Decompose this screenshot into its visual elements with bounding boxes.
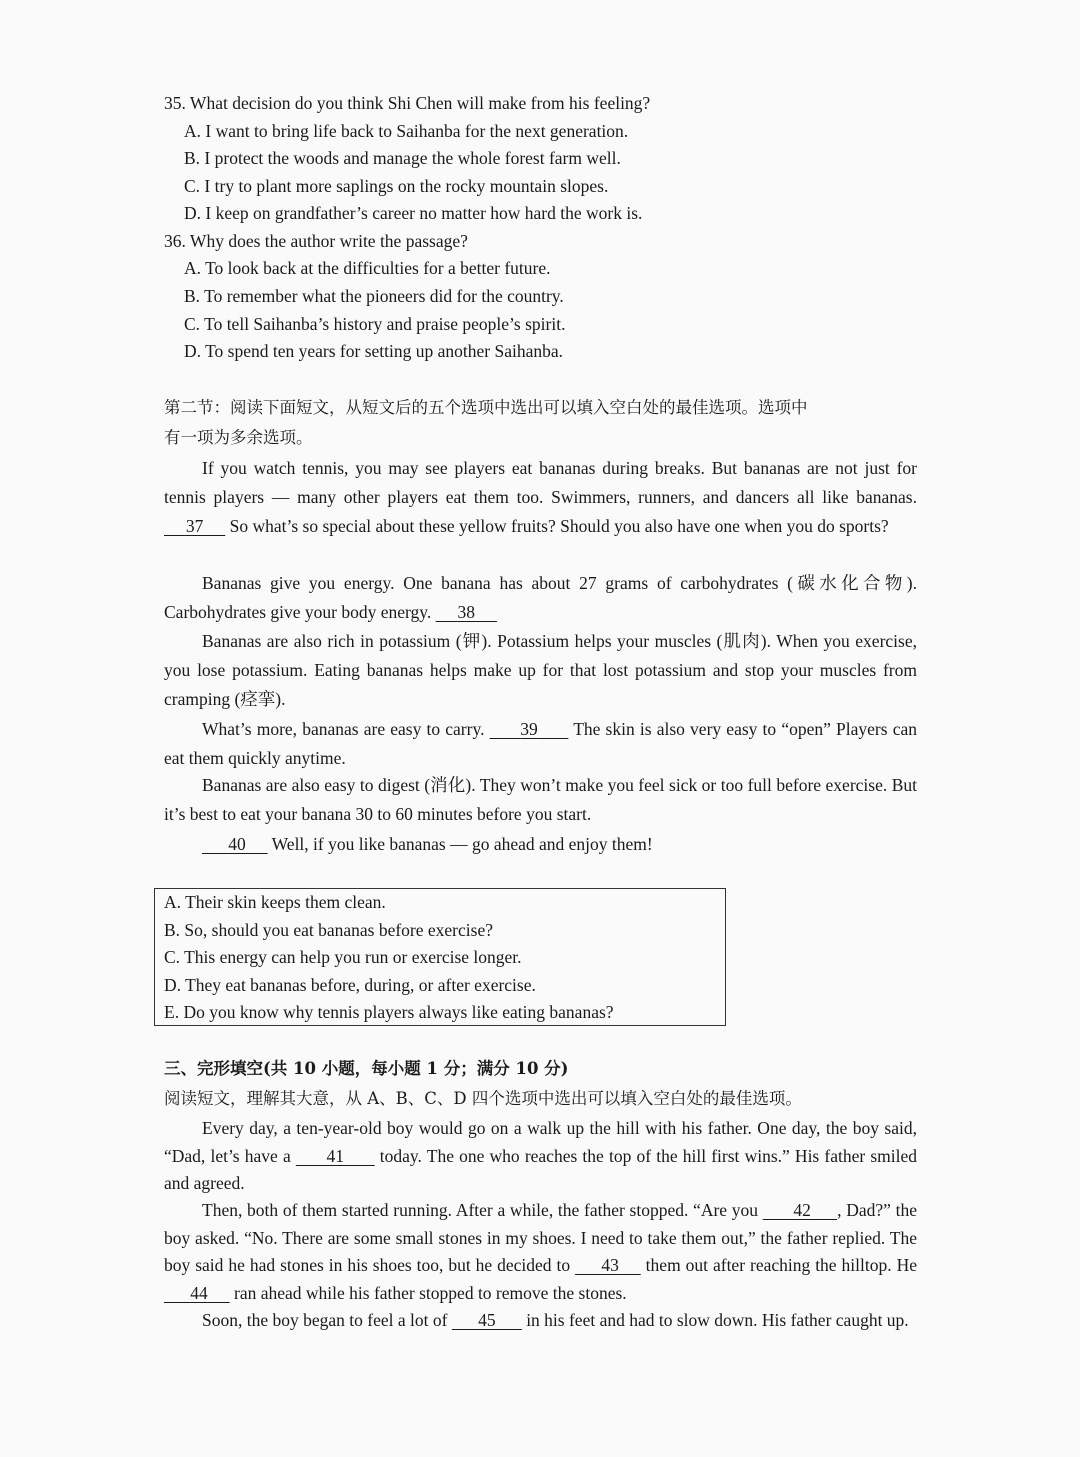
passage-paragraph-3: Bananas are also rich in potassium (钾). Potassium helps your muscles (肌肉). When you exercise, you lose potassium. Eating bananas helps make up for that lost potassium and stop your muscles from cramping (痉挛).: [164, 631, 917, 709]
blank-42: 42: [793, 1200, 811, 1220]
passage-paragraph-6: 40 Well, if you like bananas — go ahead and enjoy them!: [164, 830, 917, 859]
box-option-d: D. They eat bananas before, during, or after exercise.: [164, 975, 536, 995]
q35-option-d: D. I keep on grandfather’s career no matter how hard the work is.: [184, 203, 643, 223]
section2-instruction: 第二节：阅读下面短文，从短文后的五个选项中选出可以填入空白处的最佳选项。选项中: [164, 398, 808, 417]
blank-44: 44: [190, 1282, 208, 1303]
blank-40: 40: [228, 834, 246, 854]
q36-stem: 36. Why does the author write the passage?: [164, 231, 468, 251]
cloze-paragraph-3: Soon, the boy began to feel a lot of 45 in his feet and had to slow down. His father caught up.: [164, 1307, 917, 1335]
q36-option-c: C. To tell Saihanba’s history and praise people’s spirit.: [184, 314, 566, 334]
blank-41: 41: [326, 1145, 345, 1166]
cloze-paragraph-1: Every day, a ten-year-old boy would go on a walk up the hill with his father. One day, the boy said, “Dad, let’s have a 41 today. The one who reaches the top of the hill first wins.” His father smiled and agreed.: [164, 1118, 918, 1193]
passage-paragraph-4: What’s more, bananas are easy to carry. 39 The skin is also very easy to “open” Players can eat them quickly anytime.: [164, 715, 917, 773]
section3-instruction: 阅读短文，理解其大意，从 A、B、C、D 四个选项中选出可以填入空白处的最佳选项。: [164, 1089, 802, 1108]
blank-38: 38: [457, 602, 476, 622]
q36-option-b: B. To remember what the pioneers did for the country.: [184, 286, 564, 306]
passage-paragraph-2: Bananas give you energy. One banana has about 27 grams of carbohydrates (碳水化合物). Carbohydrates give your body energy. 38: [164, 569, 917, 627]
blank-43: 43: [601, 1255, 619, 1275]
box-option-b: B. So, should you eat bananas before exercise?: [164, 920, 493, 940]
q35-option-b: B. I protect the woods and manage the whole forest farm well.: [184, 148, 621, 168]
options-box: [154, 888, 726, 1026]
box-option-a: A. Their skin keeps them clean.: [164, 892, 386, 912]
section2-instruction-cont: 有一项为多余选项。: [164, 428, 313, 447]
cloze-paragraph-2: Then, both of them started running. After a while, the father stopped. “Are you 42 , Dad?” the boy asked. “No. There are some small stones in my shoes. I need to take them out,” the father replied. The boy said he had stones in his shoes too, but he decided to 43 them out after reaching the hilltop. He 44 ran ahead while his father stopped to remove the stones.: [164, 1197, 917, 1307]
q36-option-a: A. To look back at the difficulties for a better future.: [184, 258, 551, 278]
box-option-e: E. Do you know why tennis players always like eating bananas?: [164, 1002, 614, 1022]
q35-option-c: C. I try to plant more saplings on the rocky mountain slopes.: [184, 176, 609, 196]
blank-45: 45: [478, 1310, 496, 1330]
section3-heading: 三、完形填空(共 10 小题，每小题 1 分；满分 10 分): [164, 1059, 569, 1078]
q36-option-d: D. To spend ten years for setting up another Saihanba.: [184, 341, 563, 361]
box-option-c: C. This energy can help you run or exercise longer.: [164, 947, 522, 967]
passage-paragraph-1: If you watch tennis, you may see players eat bananas during breaks. But bananas are not just for tennis players — many other players eat them too. Swimmers, runners, and dancers all like bananas. 37 So what’s so special about these yellow fruits? Should you also have one when you do sports?: [164, 454, 917, 541]
passage-paragraph-5: Bananas are also easy to digest (消化). They won’t make you feel sick or too full before exercise. But it’s best to eat your banana 30 to 60 minutes before you start.: [164, 775, 917, 824]
q35-stem: 35. What decision do you think Shi Chen will make from his feeling?: [164, 93, 651, 113]
q35-option-a: A. I want to bring life back to Saihanba for the next generation.: [184, 121, 629, 141]
blank-37: 37: [185, 516, 204, 536]
blank-39: 39: [520, 719, 538, 739]
